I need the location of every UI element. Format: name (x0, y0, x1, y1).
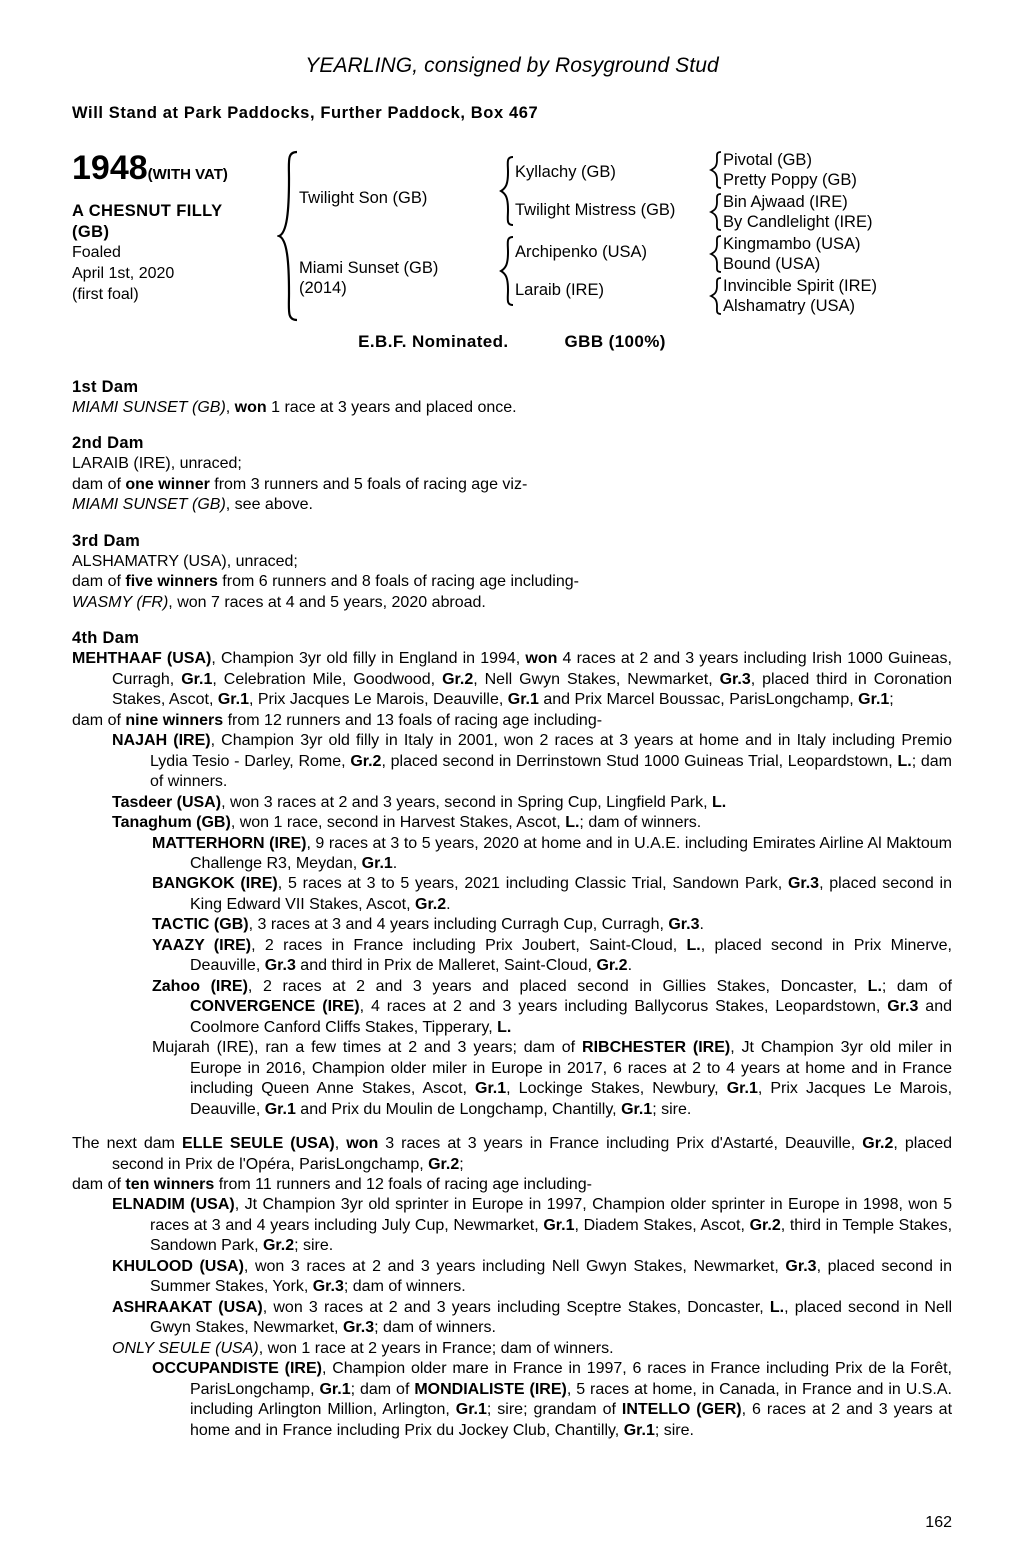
pedigree-generation-1 (299, 149, 499, 323)
gen3-name-3: Bin Ajwaad (IRE) (723, 192, 848, 211)
pedigree-brace-g3-3 (709, 234, 723, 274)
pedigree-brace-g3-4 (709, 276, 723, 316)
first-dam-heading: 1st Dam (72, 378, 139, 396)
gbb-badge: GBB (100%) (564, 332, 666, 351)
third-dam-line3: WASMY (FR), won 7 races at 4 and 5 years, 2020 abroad. (72, 593, 486, 611)
gen2-name-1: Kyllachy (GB) (515, 162, 616, 181)
gen3-name-5: Kingmambo (USA) (723, 234, 861, 253)
second-dam-line2: dam of one winner from 3 runners and 5 foals of racing age viz- (72, 475, 528, 493)
progeny-item: ONLY SEULE (USA), won 1 race at 2 years in France; dam of winners. (112, 1339, 614, 1357)
page-number: 162 (925, 1514, 952, 1531)
gen3-name-7: Invincible Spirit (IRE) (723, 276, 878, 295)
stand-location-line: Will Stand at Park Paddocks, Further Paddock, Box 467 (72, 104, 539, 122)
progeny-item: KHULOOD (USA), won 3 races at 2 and 3 years including Nell Gwyn Stakes, Newmarket, Gr.3, placed second in Summer Stakes, York, Gr.3; dam of winners. (112, 1257, 953, 1296)
gen3-pair-2 (709, 192, 952, 232)
pedigree-block (72, 149, 952, 324)
foaled-date: April 1st, 2020 (72, 265, 175, 283)
lot-info (72, 149, 277, 305)
gen3-name-8: Alshamatry (USA) (723, 297, 856, 315)
progeny-item: Mujarah (IRE), ran a few times at 2 and 3 years; dam of RIBCHESTER (IRE), Jt Champion 3yr old miler in Europe in 2016, Champion older miler in Europe in 2017, 6 races at 2 to 4 years at home and in France including Queen Anne Stakes, Ascot, Gr.1, Lockinge Stakes, Newbury, Gr.1, Prix Jacques Le Marois, Deauville, Gr.1 and Prix du Moulin de Longchamp, Chantilly, Gr.1; sire. (152, 1039, 953, 1118)
gen2-name-4: Laraib (IRE) (515, 281, 604, 299)
gen3-name-6: Bound (USA) (723, 255, 821, 273)
pedigree-brace-dam (499, 234, 515, 308)
third-dam-heading: 3rd Dam (72, 531, 141, 550)
progeny-item: Tasdeer (USA), won 3 races at 2 and 3 years, second in Spring Cup, Lingfield Park, L. (112, 793, 727, 811)
gen2-name-2: Twilight Mistress (GB) (515, 201, 676, 219)
progeny-item: BANGKOK (IRE), 5 races at 3 to 5 years, 2021 including Classic Trial, Sandown Park, Gr.3, placed second in King Edward VII Stakes, Ascot, Gr.2. (152, 875, 952, 913)
pedigree-brace-g3-2 (709, 192, 723, 232)
horse-description-line2: (GB) (72, 222, 110, 241)
fourth-dam-heading: 4th Dam (72, 629, 140, 648)
gen3-name-1: Pivotal (GB) (723, 150, 812, 169)
progeny-item: Zahoo (IRE), 2 races at 2 and 3 years and placed second in Gillies Stakes, Doncaster, L.; dam of CONVERGENCE (IRE), 4 races at 2 and 3 years including Ballycorus Stakes, Leopardstown, Gr.3 and Coolmore Canford Cliffs Stakes, Tipperary, L. (152, 977, 953, 1036)
progeny-item: NAJAH (IRE), Champion 3yr old filly in Italy in 2001, won 2 races at 3 years at home and in Italy including Premio Lydia Tesio - Darley, Rome, Gr.2, placed second in Derrinstown Stud 1000 Guineas Trial, Leopardstown, L.; dam of winners. (112, 732, 953, 791)
horse-description-line1: A CHESNUT FILLY (72, 202, 223, 220)
next-dam-damof: dam of ten winners from 11 runners and 12 foals of racing age including- (72, 1176, 592, 1193)
pedigree-brace-g3-1 (709, 150, 723, 190)
gen3-pair-1 (709, 150, 952, 190)
lot-number-row (72, 151, 277, 185)
ebf-line (72, 332, 952, 352)
progeny-item: TACTIC (GB), 3 races at 3 and 4 years including Curragh Cup, Curragh, Gr.3. (152, 916, 704, 934)
pedigree-brace-sire (499, 154, 515, 228)
dam-parents-group (499, 234, 709, 308)
progeny-item: ELNADIM (USA), Jt Champion 3yr old sprinter in Europe in 1997, Champion older sprinter in Europe in 1998, won 5 races at 3 and 4 years including July Cup, Newmarket, Gr.1, Diadem Stakes, Ascot, Gr.2, third in Temple Stakes, Sandown Park, Gr.2; sire. (112, 1196, 953, 1255)
page-title: YEARLING, consigned by Rosyground Stud (305, 54, 719, 77)
second-dam-heading: 2nd Dam (72, 434, 144, 453)
gen3-pair-3 (709, 234, 952, 274)
progeny-item: YAAZY (IRE), 2 races in France including Prix Joubert, Saint-Cloud, L., placed second in Prix Minerve, Deauville, Gr.3 and third in Prix de Malleret, Saint-Cloud, Gr.2. (152, 936, 952, 975)
fourth-dam-main: MEHTHAAF (USA), Champion 3yr old filly in England in 1994, won 4 races at 2 and 3 years including Irish 1000 Guineas, Curragh, Gr.1, Celebration Mile, Goodwood, Gr.2, Nell Gwyn Stakes, Newmarket, Gr.3, placed third in Coronation Stakes, Ascot, Gr.1, Prix Jacques Le Marois, Deauville, Gr.1 and Prix Marcel Boussac, ParisLongchamp, Gr.1; (72, 650, 953, 709)
vat-note: (WITH VAT) (147, 166, 228, 183)
dam-year: (2014) (299, 278, 347, 297)
sire-name: Twilight Son (GB) (299, 188, 428, 207)
next-dam-main: The next dam ELLE SEULE (USA), won 3 races at 3 years in France including Prix d'Astarté, Deauville, Gr.2, placed second in Prix de l'Opéra, ParisLongchamp, Gr.2; (72, 1135, 953, 1173)
pedigree-generation-3 (709, 149, 952, 317)
progeny-item: MATTERHORN (IRE), 9 races at 3 to 5 years, 2020 at home and in U.A.E. including Emirates Airline Al Maktoum Challenge R3, Meydan, Gr.1. (152, 834, 952, 872)
progeny-item: Tanaghum (GB), won 1 race, second in Harvest Stakes, Ascot, L.; dam of winners. (112, 814, 702, 832)
dam-name: Miami Sunset (GB) (299, 258, 439, 277)
dam-group (299, 258, 499, 298)
lot-number: 1948 (72, 149, 148, 187)
first-foal-note: (first foal) (72, 286, 139, 304)
progeny-item: ASHRAAKAT (USA), won 3 races at 2 and 3 years including Sceptre Stakes, Doncaster, L., placed second in Nell Gwyn Stakes, Newmarket, Gr.3; dam of winners. (112, 1298, 952, 1337)
second-dam-line3: MIAMI SUNSET (GB), see above. (72, 496, 313, 514)
third-dam-line2: dam of five winners from 6 runners and 8 foals of racing age including- (72, 573, 579, 591)
progeny-item: OCCUPANDISTE (IRE), Champion older mare in France in 1997, 6 races in France including Prix de la Forêt, ParisLongchamp, Gr.1; dam of MONDIALISTE (IRE), 5 races at home, in Canada, in France and in U.S.A. including Arlington Million, Arlington, Gr.1; sire; grandam of INTELLO (GER), 6 races at 2 and 3 years at home and in France including Prix du Jockey Club, Chantilly, Gr.1; sire. (152, 1360, 953, 1439)
gen2-name-3: Archipenko (USA) (515, 242, 648, 261)
pedigree-brace-main (277, 149, 299, 324)
horse-description (72, 201, 277, 242)
fourth-dam-damof: dam of nine winners from 12 runners and 13 foals of racing age including- (72, 711, 603, 729)
gen3-name-4: By Candlelight (IRE) (723, 213, 873, 231)
second-dam-line1: LARAIB (IRE), unraced; (72, 455, 242, 473)
third-dam-line1: ALSHAMATRY (USA), unraced; (72, 552, 298, 570)
ebf-nominated: E.B.F. Nominated. (358, 332, 509, 351)
gen3-pair-4 (709, 276, 952, 316)
foaled-label: Foaled (72, 244, 121, 262)
gen3-name-2: Pretty Poppy (GB) (723, 171, 857, 189)
sire-parents-group (499, 154, 709, 228)
first-dam-text: MIAMI SUNSET (GB), won 1 race at 3 years and placed once. (72, 399, 517, 416)
pedigree-generation-2 (499, 149, 709, 311)
